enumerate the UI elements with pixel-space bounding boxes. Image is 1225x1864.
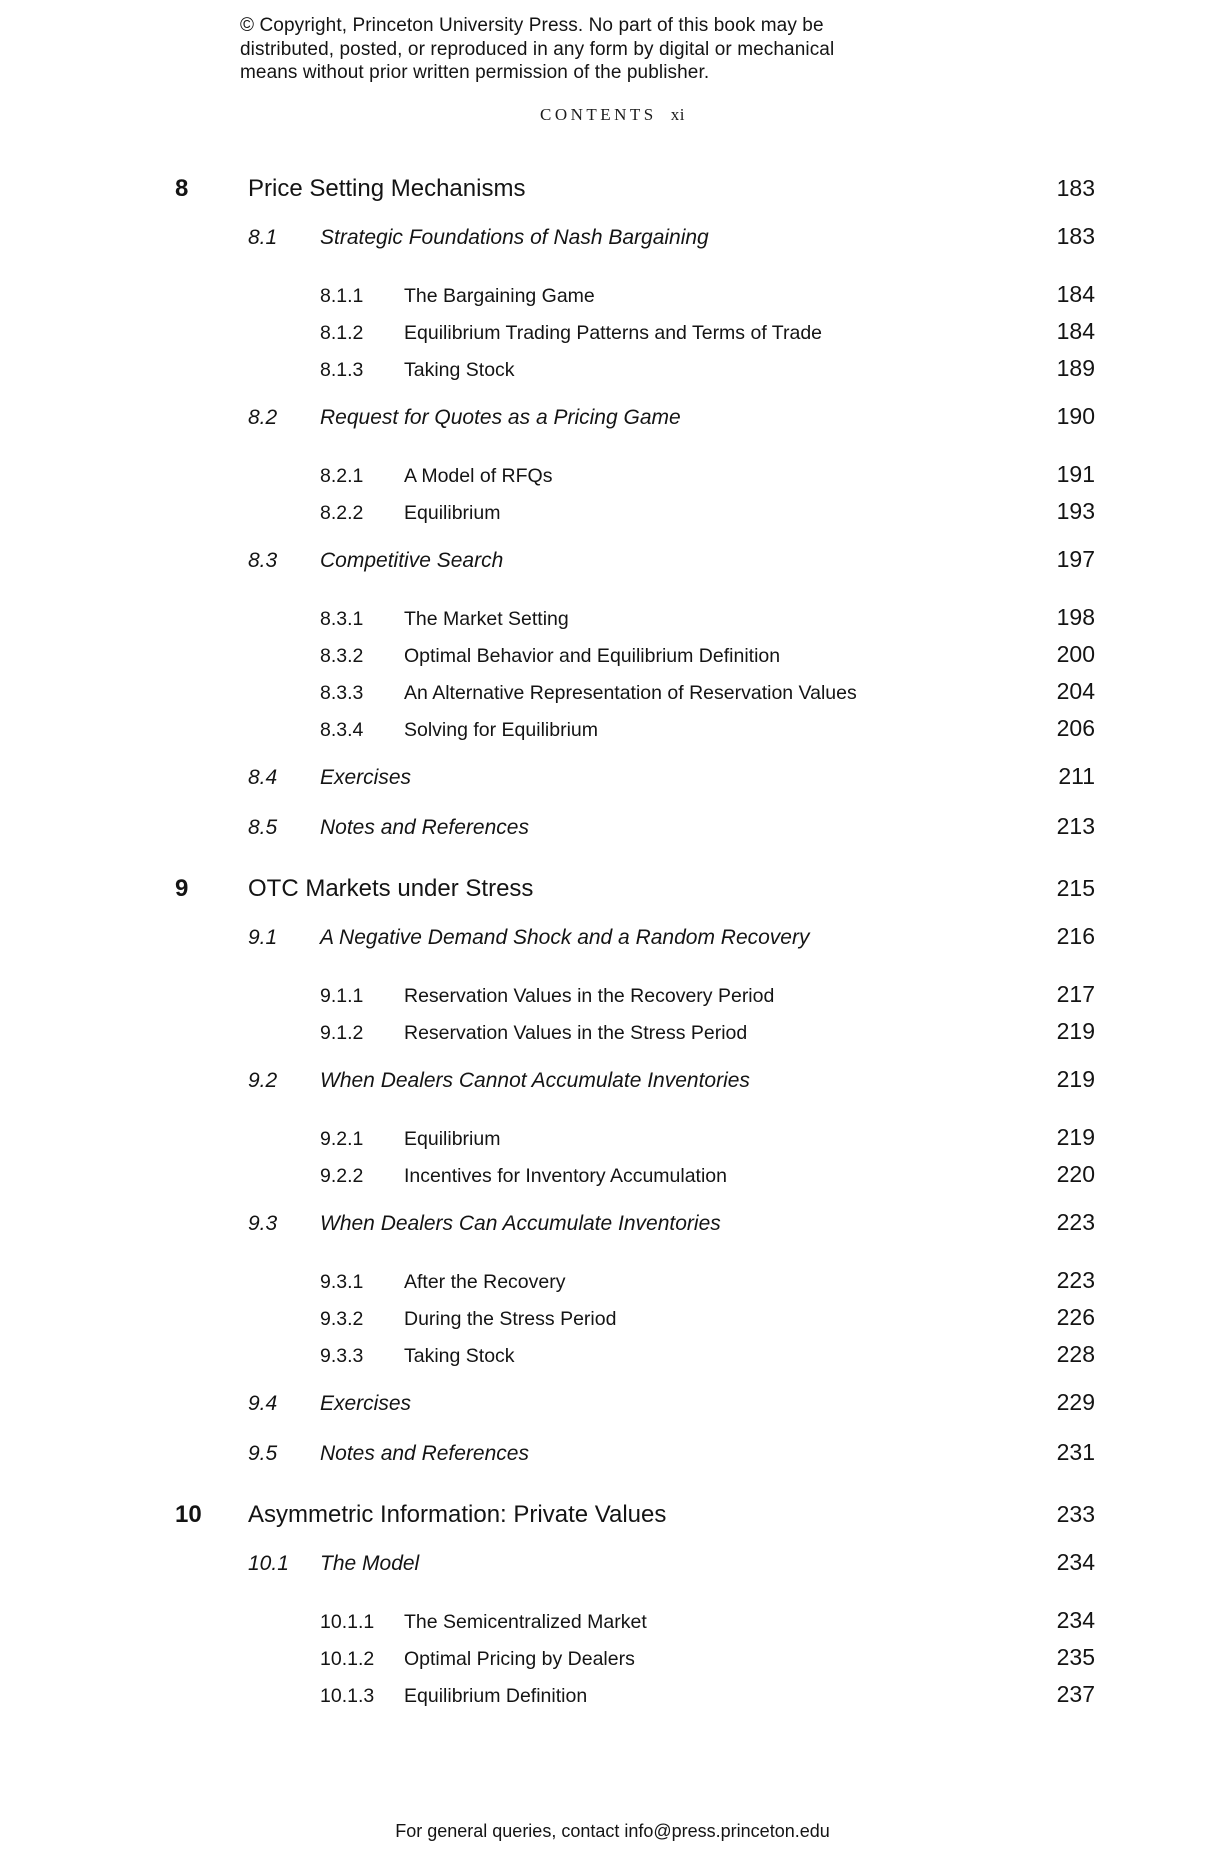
subsection-title: After the Recovery <box>404 1270 566 1293</box>
book-toc-page <box>0 14 1225 1864</box>
subsection-title: Reservation Values in the Recovery Period <box>404 984 775 1007</box>
chapter-number: 10 <box>175 1500 202 1528</box>
subsection-page-number: 200 <box>1056 640 1095 667</box>
subsection-number: 9.1.2 <box>320 1021 364 1044</box>
toc-subsection-row <box>175 356 1095 382</box>
subsection-number: 9.3.1 <box>320 1270 364 1293</box>
page-number-roman: xi <box>670 104 685 124</box>
subsection-page-number: 235 <box>1056 1643 1095 1670</box>
subsection-number: 8.1.1 <box>320 284 364 307</box>
contents-heading: CONTENTS <box>539 104 657 124</box>
subsection-title: Taking Stock <box>404 1344 515 1367</box>
subsection-page-number: 219 <box>1056 1123 1095 1150</box>
section-title: Competitive Search <box>320 548 504 572</box>
chapter-title: Asymmetric Information: Private Values <box>248 1500 667 1528</box>
toc-subsection-row <box>175 605 1095 631</box>
running-head <box>0 105 1225 125</box>
subsection-number: 9.3.3 <box>320 1344 364 1367</box>
toc-section-row <box>175 1439 1095 1467</box>
section-number: 9.5 <box>248 1441 278 1465</box>
subsection-title: Equilibrium <box>404 1127 501 1150</box>
copyright-notice <box>240 14 1225 85</box>
chapter-title: OTC Markets under Stress <box>248 874 534 902</box>
toc-subsection-row <box>175 462 1095 488</box>
toc-section-row <box>175 1549 1095 1577</box>
toc-section-row <box>175 546 1095 574</box>
subsection-page-number: 184 <box>1056 317 1095 344</box>
toc-chapter-row <box>175 1499 1095 1530</box>
subsection-page-number: 198 <box>1056 603 1095 630</box>
toc-section-row <box>175 403 1095 431</box>
chapter-page-number: 233 <box>1056 1500 1095 1527</box>
subsection-number: 9.2.2 <box>320 1164 364 1187</box>
subsection-number: 8.2.1 <box>320 464 364 487</box>
subsection-number: 8.1.3 <box>320 358 364 381</box>
toc-subsection-row <box>175 642 1095 668</box>
toc-section-row <box>175 223 1095 251</box>
section-number: 9.4 <box>248 1391 278 1415</box>
section-number: 9.3 <box>248 1211 278 1235</box>
subsection-page-number: 189 <box>1056 354 1095 381</box>
subsection-title: Equilibrium Definition <box>404 1684 588 1707</box>
section-title: A Negative Demand Shock and a Random Recovery <box>320 925 810 949</box>
section-page-number: 190 <box>1056 402 1095 429</box>
section-title: When Dealers Cannot Accumulate Inventories <box>320 1068 750 1092</box>
subsection-page-number: 228 <box>1056 1340 1095 1367</box>
subsection-page-number: 193 <box>1056 497 1095 524</box>
toc-subsection-row <box>175 319 1095 345</box>
section-number: 8.5 <box>248 815 278 839</box>
toc-chapter-row <box>175 873 1095 904</box>
chapter-number: 9 <box>175 874 189 902</box>
section-page-number: 219 <box>1056 1065 1095 1092</box>
subsection-number: 8.3.1 <box>320 607 364 630</box>
subsection-page-number: 220 <box>1056 1160 1095 1187</box>
section-number: 8.4 <box>248 765 278 789</box>
copyright-line: distributed, posted, or reproduced in any form by digital or mechanical <box>240 38 835 60</box>
subsection-title: Taking Stock <box>404 358 515 381</box>
section-page-number: 183 <box>1056 222 1095 249</box>
toc-section-row <box>175 813 1095 841</box>
copyright-line: means without prior written permission of the publisher. <box>240 62 710 83</box>
queries-footer: For general queries, contact info@press.princeton.edu <box>395 1821 830 1841</box>
subsection-number: 8.3.4 <box>320 718 364 741</box>
subsection-title: Equilibrium <box>404 501 501 524</box>
subsection-title: Optimal Behavior and Equilibrium Definition <box>404 644 781 667</box>
section-page-number: 231 <box>1056 1438 1095 1465</box>
subsection-page-number: 217 <box>1056 980 1095 1007</box>
chapter-page-number: 215 <box>1056 874 1095 901</box>
subsection-title: During the Stress Period <box>404 1307 617 1330</box>
subsection-page-number: 223 <box>1056 1266 1095 1293</box>
subsection-page-number: 191 <box>1056 460 1095 487</box>
section-title: Exercises <box>320 1391 412 1415</box>
toc-subsection-row <box>175 1125 1095 1151</box>
subsection-title: Incentives for Inventory Accumulation <box>404 1164 727 1187</box>
toc-subsection-row <box>175 1682 1095 1708</box>
subsection-title: Optimal Pricing by Dealers <box>404 1647 635 1670</box>
chapter-page-number: 183 <box>1056 174 1095 201</box>
toc-section-row <box>175 1209 1095 1237</box>
chapter-number: 8 <box>175 174 189 202</box>
toc-subsection-row <box>175 982 1095 1008</box>
toc-subsection-row <box>175 1019 1095 1045</box>
toc-subsection-row <box>175 1305 1095 1331</box>
toc-subsection-row <box>175 1342 1095 1368</box>
section-number: 8.3 <box>248 548 278 572</box>
toc-section-row <box>175 1389 1095 1417</box>
table-of-contents <box>175 173 1095 1708</box>
subsection-number: 8.2.2 <box>320 501 364 524</box>
section-page-number: 234 <box>1056 1548 1095 1575</box>
section-title: Request for Quotes as a Pricing Game <box>320 405 681 429</box>
section-page-number: 216 <box>1056 922 1095 949</box>
toc-section-row <box>175 1066 1095 1094</box>
subsection-title: A Model of RFQs <box>404 464 553 487</box>
subsection-page-number: 237 <box>1056 1680 1095 1707</box>
subsection-page-number: 219 <box>1056 1017 1095 1044</box>
subsection-number: 8.1.2 <box>320 321 364 344</box>
section-title: The Model <box>320 1551 420 1575</box>
section-title: When Dealers Can Accumulate Inventories <box>320 1211 721 1235</box>
toc-section-row <box>175 763 1095 791</box>
toc-subsection-row <box>175 716 1095 742</box>
subsection-page-number: 184 <box>1056 280 1095 307</box>
subsection-number: 8.3.2 <box>320 644 364 667</box>
section-title: Notes and References <box>320 1441 529 1465</box>
subsection-number: 9.3.2 <box>320 1307 364 1330</box>
section-number: 9.2 <box>248 1068 278 1092</box>
section-page-number: 229 <box>1056 1388 1095 1415</box>
subsection-title: Equilibrium Trading Patterns and Terms of Trade <box>404 321 823 344</box>
section-title: Exercises <box>320 765 412 789</box>
subsection-number: 9.1.1 <box>320 984 364 1007</box>
copyright-line: © Copyright, Princeton University Press. No part of this book may be <box>240 15 824 36</box>
subsection-title: The Bargaining Game <box>404 284 595 307</box>
toc-chapter-row <box>175 173 1095 204</box>
subsection-title: An Alternative Representation of Reservation Values <box>404 681 857 704</box>
section-page-number: 211 <box>1058 762 1095 789</box>
chapter-title: Price Setting Mechanisms <box>248 174 526 202</box>
subsection-title: Reservation Values in the Stress Period <box>404 1021 748 1044</box>
subsection-title: The Market Setting <box>404 607 569 630</box>
subsection-number: 9.2.1 <box>320 1127 364 1150</box>
subsection-number: 8.3.3 <box>320 681 364 704</box>
toc-subsection-row <box>175 679 1095 705</box>
toc-subsection-row <box>175 1645 1095 1671</box>
section-title: Notes and References <box>320 815 529 839</box>
toc-section-row <box>175 923 1095 951</box>
section-title: Strategic Foundations of Nash Bargaining <box>320 225 709 249</box>
subsection-page-number: 234 <box>1056 1606 1095 1633</box>
subsection-number: 10.1.2 <box>320 1647 375 1670</box>
section-page-number: 213 <box>1056 812 1095 839</box>
toc-subsection-row <box>175 1608 1095 1634</box>
toc-subsection-row <box>175 1162 1095 1188</box>
section-number: 10.1 <box>248 1551 289 1575</box>
section-number: 9.1 <box>248 925 278 949</box>
subsection-title: Solving for Equilibrium <box>404 718 599 741</box>
section-page-number: 223 <box>1056 1208 1095 1235</box>
section-page-number: 197 <box>1056 545 1095 572</box>
subsection-title: The Semicentralized Market <box>404 1610 647 1633</box>
subsection-number: 10.1.3 <box>320 1684 375 1707</box>
toc-subsection-row <box>175 499 1095 525</box>
subsection-page-number: 204 <box>1056 677 1095 704</box>
section-number: 8.1 <box>248 225 278 249</box>
subsection-page-number: 226 <box>1056 1303 1095 1330</box>
toc-subsection-row <box>175 282 1095 308</box>
subsection-page-number: 206 <box>1056 714 1095 741</box>
section-number: 8.2 <box>248 405 278 429</box>
toc-subsection-row <box>175 1268 1095 1294</box>
subsection-number: 10.1.1 <box>320 1610 375 1633</box>
